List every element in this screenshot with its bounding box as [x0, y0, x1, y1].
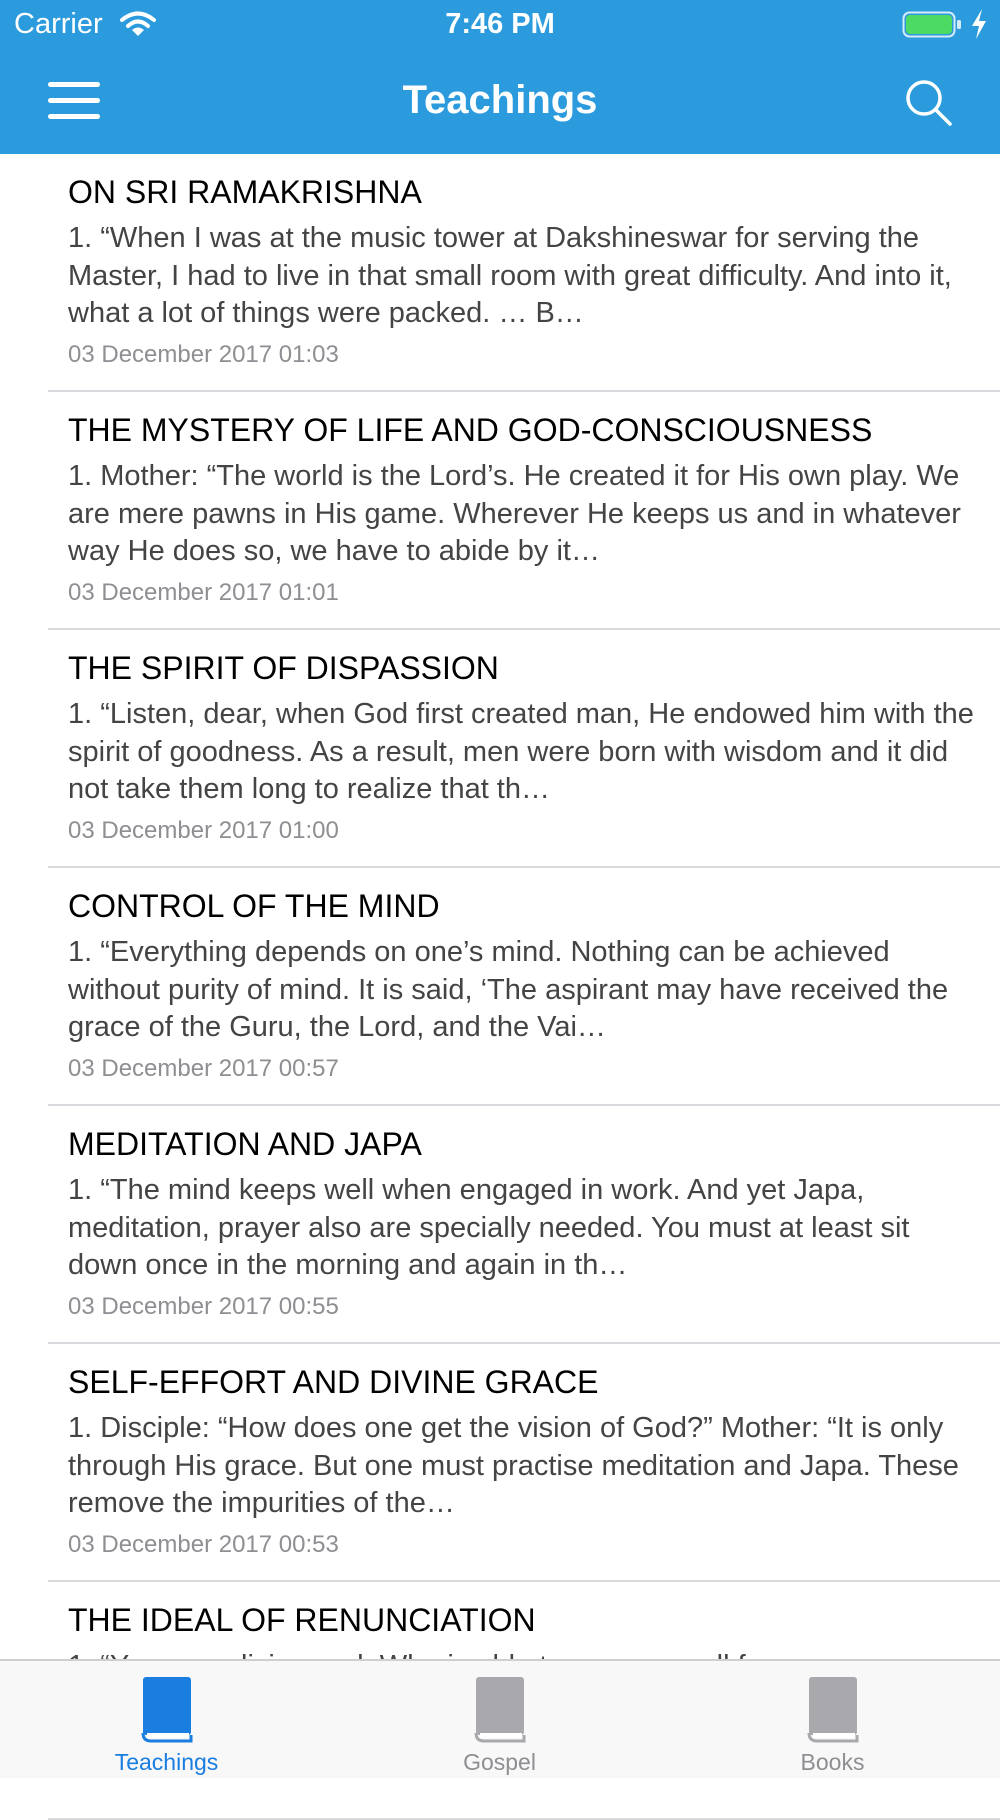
- tab-books[interactable]: [666, 1661, 999, 1780]
- item-title: THE IDEAL OF RENUNCIATION: [68, 1602, 536, 1638]
- item-title: CONTROL OF THE MIND: [68, 888, 440, 924]
- item-date: 03 December 2017 00:53: [68, 1531, 339, 1558]
- item-date: 03 December 2017 01:00: [68, 817, 339, 844]
- list-item[interactable]: [48, 868, 1000, 1106]
- tab-bar: [0, 1659, 1000, 1778]
- item-excerpt: 1. “Listen, dear, when God first created man, He endowed him with the spirit of goodness. As a result, men were born with wisdom and it did not take them long to realize that th…: [68, 698, 974, 805]
- item-excerpt: 1. “When I was at the music tower at Dakshineswar for serving the Master, I had to live in that small room with great difficulty. And into it, what a lot of things were packed. … B…: [68, 222, 952, 329]
- page-title: Teachings: [402, 78, 598, 122]
- item-title: THE SPIRIT OF DISPASSION: [68, 650, 499, 686]
- item-title: THE MYSTERY OF LIFE AND GOD-CONSCIOUSNESS: [68, 412, 873, 448]
- item-title: MEDITATION AND JAPA: [68, 1126, 422, 1162]
- hamburger-icon: [48, 82, 100, 87]
- tab-label: Books: [800, 1749, 865, 1775]
- charging-icon: [969, 8, 989, 40]
- item-date: 03 December 2017 01:01: [68, 579, 339, 606]
- item-title: SELF-EFFORT AND DIVINE GRACE: [68, 1364, 599, 1400]
- battery-icon: [902, 11, 962, 38]
- list-item[interactable]: [48, 1344, 1000, 1582]
- list-item[interactable]: [48, 1106, 1000, 1344]
- status-bar: [0, 0, 1000, 50]
- tab-teachings[interactable]: [0, 1661, 333, 1780]
- item-excerpt: 1. Mother: “The world is the Lord’s. He created it for His own play. We are mere pawns in His game. Wherever He keeps us and in whatever way He does so, we have to abide by it…: [68, 460, 961, 567]
- item-date: 03 December 2017 01:03: [68, 341, 339, 368]
- list-item[interactable]: [48, 630, 1000, 868]
- app-header: [0, 0, 1000, 154]
- tab-label: Teachings: [114, 1749, 219, 1775]
- item-excerpt: 1. Disciple: “How does one get the vision of God?” Mother: “It is only through His grace. But one must practise meditation and Japa. These remove the impurities of the…: [68, 1412, 959, 1519]
- book-icon: [804, 1675, 862, 1743]
- item-date: 03 December 2017 00:57: [68, 1055, 339, 1082]
- item-date: 03 December 2017 00:55: [68, 1293, 339, 1320]
- item-title: ON SRI RAMAKRISHNA: [68, 174, 422, 210]
- item-excerpt: 1. “Everything depends on one’s mind. Nothing can be achieved without purity of mind. It is said, ‘The aspirant may have received the grace of the Guru, the Lord, and the Vai…: [68, 936, 949, 1043]
- teachings-list[interactable]: [0, 154, 1000, 1659]
- clock: 7:46 PM: [445, 8, 555, 40]
- tab-label: Gospel: [463, 1749, 536, 1775]
- book-icon: [138, 1675, 196, 1743]
- tab-gospel[interactable]: [333, 1661, 666, 1780]
- navigation-bar: [0, 50, 1000, 154]
- item-excerpt: 1. “The mind keeps well when engaged in work. And yet Japa, meditation, prayer also are specially needed. You must at least sit down once in the morning and again in th…: [68, 1174, 910, 1281]
- book-icon: [471, 1675, 529, 1743]
- carrier-label: Carrier: [14, 8, 103, 40]
- menu-button[interactable]: [40, 74, 110, 130]
- list-item[interactable]: [48, 392, 1000, 630]
- list-item[interactable]: [48, 154, 1000, 392]
- search-icon[interactable]: [900, 74, 956, 130]
